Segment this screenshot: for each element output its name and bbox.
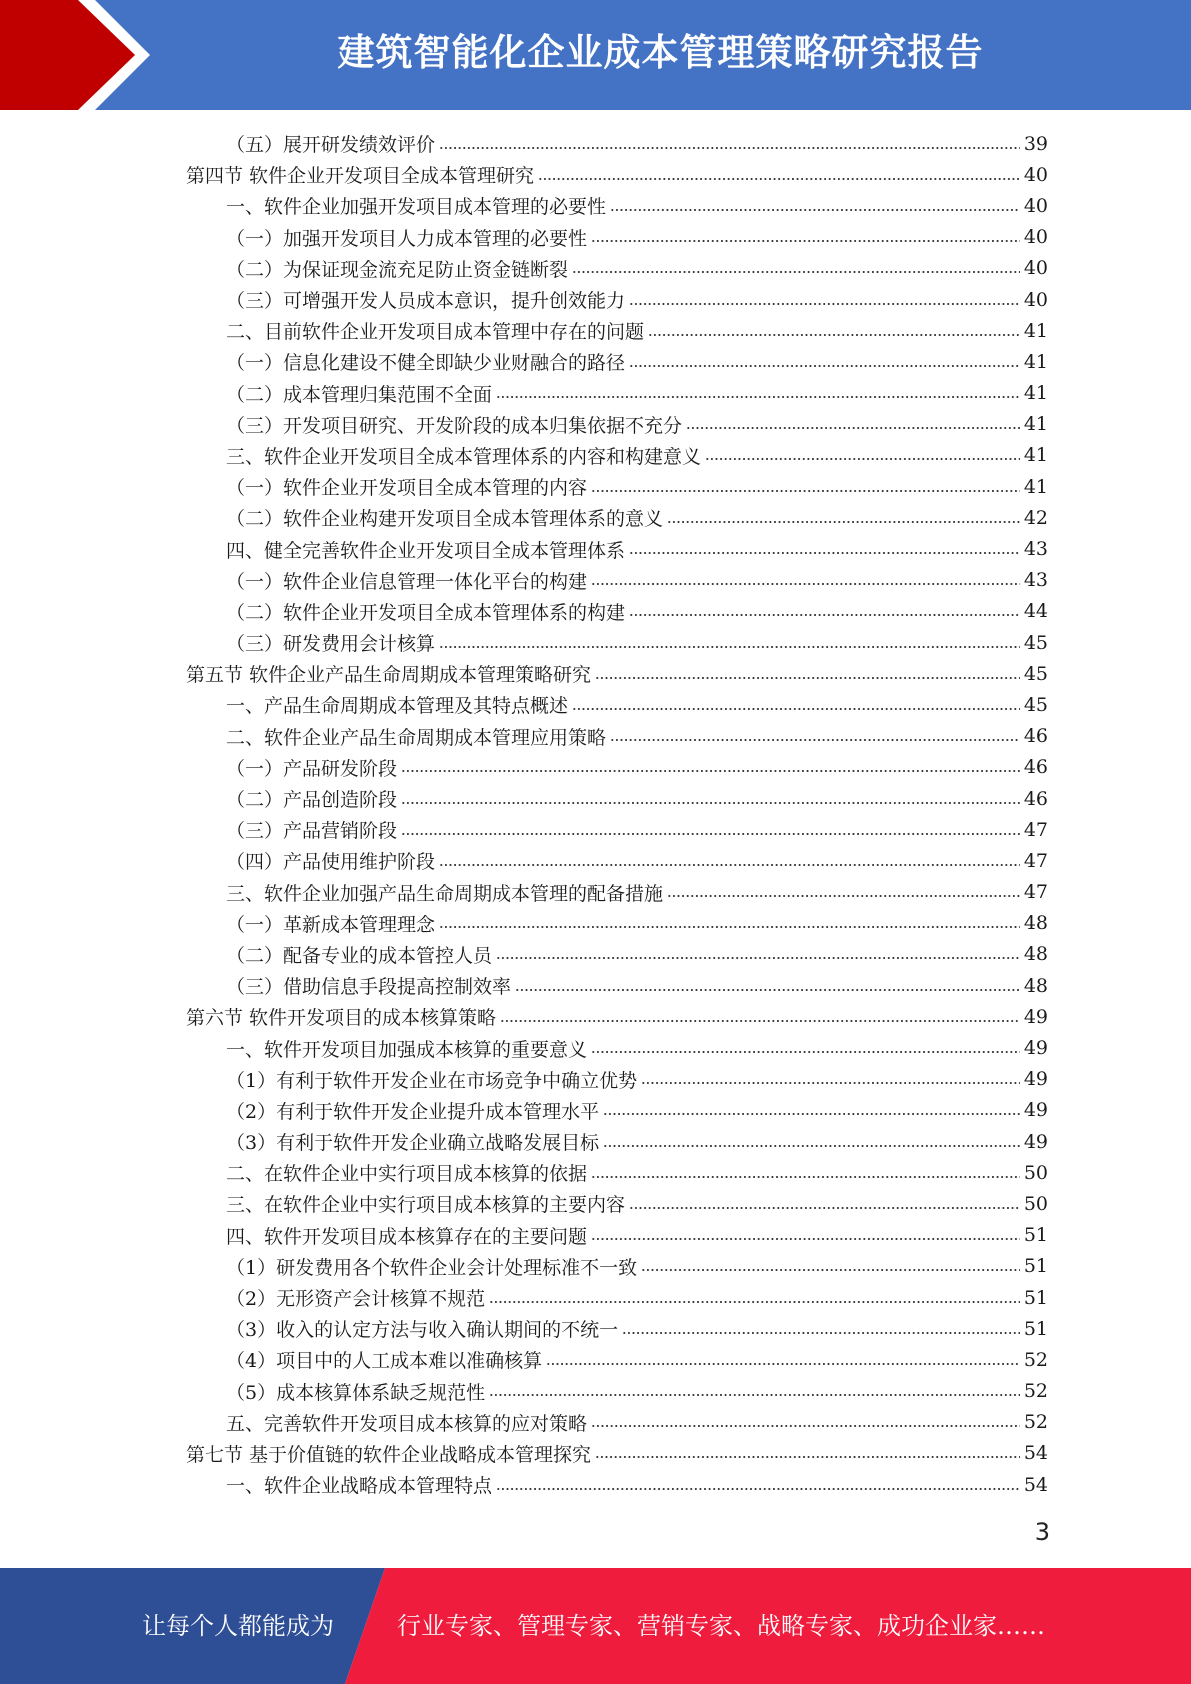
toc-entry-page: 39	[1023, 132, 1048, 155]
toc-entry-page: 46	[1023, 725, 1048, 748]
toc-entry-title: （5）成本核算体系缺乏规范性	[226, 1381, 486, 1404]
toc-dot-leader	[591, 1425, 1020, 1427]
toc-entry-title: （二）成本管理归集范围不全面	[226, 383, 493, 406]
toc-dot-leader	[591, 1238, 1020, 1240]
toc-entry[interactable]	[0, 128, 1191, 159]
toc-entry[interactable]	[0, 939, 1191, 970]
toc-entry-page: 40	[1023, 194, 1048, 217]
toc-entry-page: 49	[1023, 1037, 1048, 1060]
toc-entry-page: 51	[1023, 1224, 1048, 1247]
toc-entry[interactable]	[0, 1188, 1191, 1219]
toc-entry-page: 52	[1023, 1411, 1048, 1434]
toc-entry[interactable]	[0, 721, 1191, 752]
toc-dot-leader	[538, 178, 1020, 180]
toc-entry-title: （二）产品创造阶段	[226, 789, 398, 812]
toc-entry[interactable]	[0, 908, 1191, 939]
toc-dot-leader	[603, 1113, 1020, 1115]
toc-entry-title: （二）软件企业构建开发项目全成本管理体系的意义	[226, 508, 664, 531]
toc-dot-leader	[401, 770, 1020, 772]
toc-entry-title: 一、产品生命周期成本管理及其特点概述	[226, 695, 569, 718]
toc-dot-leader	[439, 926, 1020, 928]
toc-dot-leader	[610, 739, 1020, 741]
toc-entry-title: （2）无形资产会计核算不规范	[226, 1288, 486, 1311]
toc-dot-leader	[401, 802, 1020, 804]
toc-entry-page: 54	[1023, 1473, 1048, 1496]
toc-entry-page: 51	[1023, 1255, 1048, 1278]
page-header	[0, 0, 1191, 110]
toc-entry-title: （三）可增强开发人员成本意识，提升创效能力	[226, 290, 626, 313]
toc-entry-title: 二、软件企业产品生命周期成本管理应用策略	[226, 726, 607, 749]
toc-dot-leader	[629, 614, 1020, 616]
toc-dot-leader	[496, 1488, 1020, 1490]
toc-dot-leader	[595, 677, 1020, 679]
toc-entry[interactable]	[0, 190, 1191, 221]
toc-dot-leader	[489, 1301, 1020, 1303]
toc-entry-page: 49	[1023, 1005, 1048, 1028]
toc-entry-title: 第四节 软件企业开发项目全成本管理研究	[186, 165, 535, 188]
toc-entry-title: （3）有利于软件开发企业确立战略发展目标	[226, 1132, 600, 1155]
toc-entry-title: （一）革新成本管理理念	[226, 913, 436, 936]
toc-dot-leader	[591, 1176, 1020, 1178]
toc-entry[interactable]	[0, 627, 1191, 658]
toc-dot-leader	[641, 1082, 1020, 1084]
toc-entry-title: 一、软件开发项目加强成本核算的重要意义	[226, 1038, 588, 1061]
toc-entry[interactable]	[0, 814, 1191, 845]
table-of-contents	[0, 128, 1191, 1500]
toc-entry[interactable]	[0, 378, 1191, 409]
toc-entry[interactable]	[0, 1313, 1191, 1344]
toc-entry-page: 40	[1023, 163, 1048, 186]
toc-entry[interactable]	[0, 752, 1191, 783]
toc-entry-page: 40	[1023, 226, 1048, 249]
toc-entry-title: （4）项目中的人工成本难以准确核算	[226, 1350, 543, 1373]
toc-entry-page: 45	[1023, 631, 1048, 654]
toc-dot-leader	[667, 895, 1020, 897]
toc-dot-leader	[629, 365, 1020, 367]
toc-entry-page: 49	[1023, 1068, 1048, 1091]
toc-entry[interactable]	[0, 502, 1191, 533]
toc-entry[interactable]	[0, 471, 1191, 502]
toc-entry-page: 48	[1023, 912, 1048, 935]
toc-entry-title: 第五节 软件企业产品生命周期成本管理策略研究	[186, 664, 592, 687]
toc-entry[interactable]	[0, 1032, 1191, 1063]
toc-entry-title: 三、软件企业开发项目全成本管理体系的内容和构建意义	[226, 445, 702, 468]
toc-entry[interactable]	[0, 222, 1191, 253]
toc-dot-leader	[591, 240, 1020, 242]
toc-entry[interactable]	[0, 284, 1191, 315]
toc-entry[interactable]	[0, 1344, 1191, 1375]
toc-dot-leader	[629, 303, 1020, 305]
toc-entry[interactable]	[0, 1126, 1191, 1157]
toc-entry-title: 第六节 软件开发项目的成本核算策略	[186, 1007, 497, 1030]
toc-entry-page: 50	[1023, 1161, 1048, 1184]
toc-entry[interactable]	[0, 783, 1191, 814]
toc-entry-title: （二）配备专业的成本管控人员	[226, 944, 493, 967]
page-number: 3	[1034, 1518, 1050, 1546]
toc-entry-title: 三、在软件企业中实行项目成本核算的主要内容	[226, 1194, 626, 1217]
toc-entry[interactable]	[0, 689, 1191, 720]
toc-dot-leader	[705, 458, 1020, 460]
toc-dot-leader	[500, 1020, 1020, 1022]
toc-dot-leader	[595, 1456, 1020, 1458]
toc-entry-title: （一）产品研发阶段	[226, 757, 398, 780]
toc-dot-leader	[439, 646, 1020, 648]
toc-entry-title: 五、完善软件开发项目成本核算的应对策略	[226, 1412, 588, 1435]
toc-entry-title: 二、目前软件企业开发项目成本管理中存在的问题	[226, 321, 645, 344]
toc-entry-page: 52	[1023, 1380, 1048, 1403]
toc-entry[interactable]	[0, 970, 1191, 1001]
toc-dot-leader	[439, 147, 1020, 149]
toc-entry-title: （二）为保证现金流充足防止资金链断裂	[226, 258, 569, 281]
toc-entry-page: 41	[1023, 382, 1048, 405]
toc-entry-page: 40	[1023, 288, 1048, 311]
toc-entry-title: （四）产品使用维护阶段	[226, 851, 436, 874]
toc-entry[interactable]	[0, 346, 1191, 377]
toc-entry[interactable]	[0, 440, 1191, 471]
toc-dot-leader	[572, 708, 1020, 710]
toc-entry[interactable]	[0, 1001, 1191, 1032]
toc-entry[interactable]	[0, 1376, 1191, 1407]
toc-entry-page: 40	[1023, 257, 1048, 280]
toc-entry[interactable]	[0, 1220, 1191, 1251]
toc-entry-page: 49	[1023, 1130, 1048, 1153]
toc-dot-leader	[603, 1145, 1020, 1147]
toc-entry[interactable]	[0, 1064, 1191, 1095]
toc-entry[interactable]	[0, 253, 1191, 284]
toc-entry-page: 54	[1023, 1442, 1048, 1465]
toc-dot-leader	[667, 521, 1020, 523]
toc-entry-page: 43	[1023, 569, 1048, 592]
toc-entry-page: 47	[1023, 881, 1048, 904]
toc-dot-leader	[591, 583, 1020, 585]
toc-entry-title: 四、健全完善软件企业开发项目全成本管理体系	[226, 539, 626, 562]
toc-dot-leader	[496, 957, 1020, 959]
toc-entry-title: 二、在软件企业中实行项目成本核算的依据	[226, 1163, 588, 1186]
toc-entry-page: 52	[1023, 1348, 1048, 1371]
toc-entry-page: 47	[1023, 818, 1048, 841]
toc-dot-leader	[401, 833, 1020, 835]
toc-entry-title: （3）收入的认定方法与收入确认期间的不统一	[226, 1319, 619, 1342]
footer-slogan-left: 让每个人都能成为	[142, 1612, 334, 1640]
toc-entry[interactable]	[0, 409, 1191, 440]
toc-entry[interactable]	[0, 658, 1191, 689]
toc-entry-page: 48	[1023, 974, 1048, 997]
toc-entry[interactable]	[0, 533, 1191, 564]
toc-entry-page: 41	[1023, 319, 1048, 342]
toc-entry-page: 41	[1023, 444, 1048, 467]
toc-entry-title: 一、软件企业战略成本管理特点	[226, 1475, 493, 1498]
toc-entry-title: （三）开发项目研究、开发阶段的成本归集依据不充分	[226, 414, 683, 437]
toc-entry-title: 三、软件企业加强产品生命周期成本管理的配备措施	[226, 882, 664, 905]
toc-entry[interactable]	[0, 1157, 1191, 1188]
toc-entry[interactable]	[0, 1095, 1191, 1126]
toc-entry[interactable]	[0, 1282, 1191, 1313]
toc-entry-title: （一）软件企业信息管理一体化平台的构建	[226, 570, 588, 593]
toc-dot-leader	[496, 396, 1020, 398]
toc-entry-title: 四、软件开发项目成本核算存在的主要问题	[226, 1225, 588, 1248]
toc-entry-title: （一）加强开发项目人力成本管理的必要性	[226, 227, 588, 250]
toc-entry[interactable]	[0, 1469, 1191, 1500]
toc-dot-leader	[686, 427, 1020, 429]
toc-dot-leader	[648, 334, 1020, 336]
toc-entry-title: （三）产品营销阶段	[226, 820, 398, 843]
toc-entry[interactable]	[0, 159, 1191, 190]
toc-entry-page: 45	[1023, 662, 1048, 685]
toc-dot-leader	[591, 1051, 1020, 1053]
toc-entry-title: （1）研发费用各个软件企业会计处理标准不一致	[226, 1256, 638, 1279]
toc-dot-leader	[629, 1207, 1020, 1209]
toc-dot-leader	[591, 490, 1020, 492]
toc-entry-page: 47	[1023, 849, 1048, 872]
toc-entry-page: 46	[1023, 787, 1048, 810]
toc-entry-page: 51	[1023, 1317, 1048, 1340]
toc-dot-leader	[546, 1363, 1020, 1365]
toc-entry-title: （三）借助信息手段提高控制效率	[226, 976, 512, 999]
toc-entry-page: 48	[1023, 943, 1048, 966]
toc-entry-page: 50	[1023, 1192, 1048, 1215]
toc-entry-title: （一）软件企业开发项目全成本管理的内容	[226, 477, 588, 500]
toc-entry[interactable]	[0, 1407, 1191, 1438]
footer-slogan-right: 行业专家、管理专家、营销专家、战略专家、成功企业家……	[397, 1612, 1045, 1640]
page-footer	[0, 1568, 1191, 1684]
toc-entry-title: （三）研发费用会计核算	[226, 633, 436, 656]
toc-entry-page: 41	[1023, 413, 1048, 436]
toc-entry-title: 一、软件企业加强开发项目成本管理的必要性	[226, 196, 607, 219]
toc-dot-leader	[622, 1332, 1020, 1334]
toc-entry[interactable]	[0, 1438, 1191, 1469]
toc-entry-title: （二）软件企业开发项目全成本管理体系的构建	[226, 601, 626, 624]
toc-entry-page: 42	[1023, 506, 1048, 529]
toc-dot-leader	[610, 209, 1020, 211]
report-title: 建筑智能化企业成本管理策略研究报告	[337, 31, 984, 74]
header-arrow-icon	[0, 0, 142, 110]
toc-entry[interactable]	[0, 877, 1191, 908]
toc-entry-page: 41	[1023, 350, 1048, 373]
toc-dot-leader	[489, 1394, 1020, 1396]
toc-entry-page: 43	[1023, 538, 1048, 561]
toc-entry[interactable]	[0, 1251, 1191, 1282]
toc-entry-title: （五）展开研发绩效评价	[226, 134, 436, 157]
toc-entry-page: 46	[1023, 756, 1048, 779]
toc-dot-leader	[515, 989, 1020, 991]
toc-entry-title: 第七节 基于价值链的软件企业战略成本管理探究	[186, 1443, 592, 1466]
toc-entry-page: 45	[1023, 693, 1048, 716]
toc-entry-page: 41	[1023, 475, 1048, 498]
toc-entry-title: （一）信息化建设不健全即缺少业财融合的路径	[226, 352, 626, 375]
toc-entry[interactable]	[0, 565, 1191, 596]
toc-entry-page: 51	[1023, 1286, 1048, 1309]
toc-entry-page: 49	[1023, 1099, 1048, 1122]
toc-dot-leader	[439, 864, 1020, 866]
toc-entry-title: （2）有利于软件开发企业提升成本管理水平	[226, 1100, 600, 1123]
toc-entry[interactable]	[0, 845, 1191, 876]
toc-entry-title: （1）有利于软件开发企业在市场竞争中确立优势	[226, 1069, 638, 1092]
toc-entry-page: 44	[1023, 600, 1048, 623]
toc-entry[interactable]	[0, 596, 1191, 627]
toc-dot-leader	[572, 271, 1020, 273]
toc-dot-leader	[629, 552, 1020, 554]
toc-entry[interactable]	[0, 315, 1191, 346]
toc-dot-leader	[641, 1269, 1020, 1271]
